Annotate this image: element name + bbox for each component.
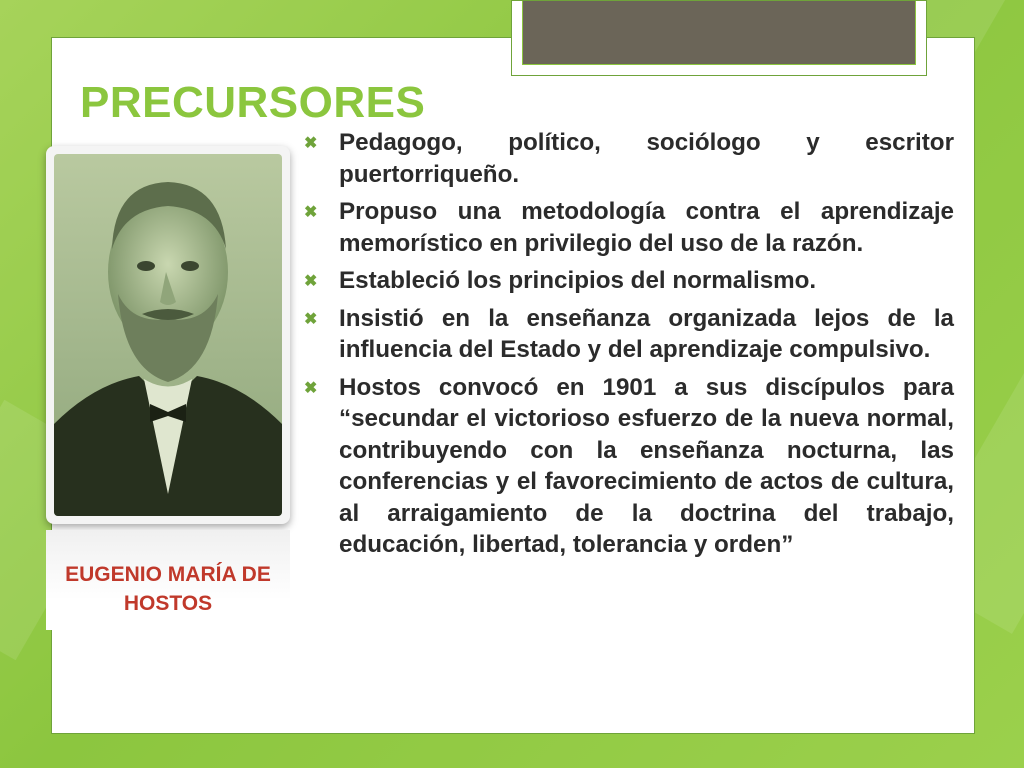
bullet-text: Hostos convocó en 1901 a sus discípulos para “secundar el victorioso esfuerzo de la nueva normal, contribuyendo con la enseñanza nocturna, las conferencias y el favorecimiento de actos de cultura, al arraigamiento de la doctrina del trabajo, educación, libertad, tolerancia y orden”	[339, 373, 954, 558]
decorative-top-tab-fill	[522, 1, 916, 65]
x-bullet-icon: ✖	[304, 204, 318, 221]
bullet-list	[300, 127, 954, 567]
bullet-item	[300, 265, 954, 297]
bullet-text: Insistió en la enseñanza organizada lejos de la influencia del Estado y del aprendizaje compulsivo.	[339, 304, 954, 363]
x-bullet-icon: ✖	[304, 379, 318, 397]
x-bullet-icon: ✖	[304, 310, 318, 328]
x-bullet-icon: ✖	[304, 135, 318, 152]
bullet-item	[300, 303, 954, 366]
x-bullet-icon: ✖	[304, 273, 318, 290]
bullet-text: Estableció los principios del normalismo.	[339, 267, 817, 294]
bullet-item	[300, 127, 954, 190]
portrait-frame	[46, 146, 290, 524]
portrait-caption-box	[46, 530, 290, 630]
bullet-text: Pedagogo, político, sociólogo y escritor puertorriqueño.	[339, 129, 954, 188]
decorative-top-tab	[511, 0, 927, 76]
bullet-item	[300, 196, 954, 259]
bullet-text: Propuso una metodología contra el aprendizaje memorístico en privilegio del uso de la razón.	[339, 198, 954, 257]
bullet-item	[300, 372, 954, 561]
slide-title: PRECURSORES	[80, 78, 426, 127]
portrait-caption: EUGENIO MARÍA DE HOSTOS	[65, 563, 271, 615]
portrait-photo	[54, 154, 282, 516]
